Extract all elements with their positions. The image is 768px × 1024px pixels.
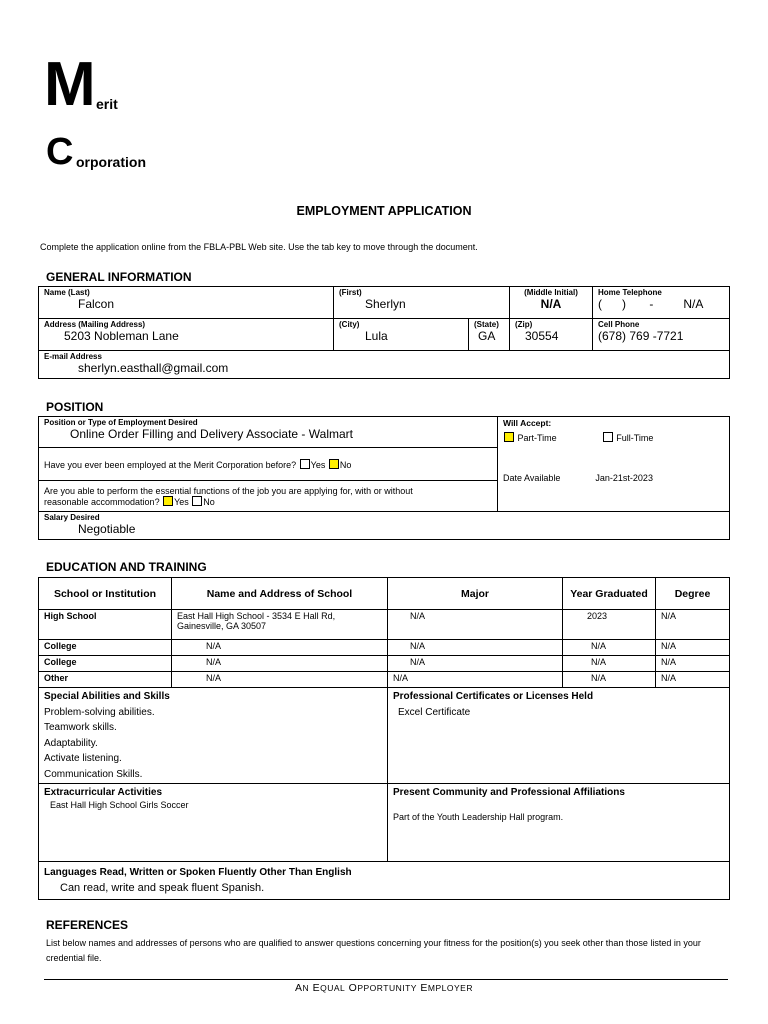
salary-label: Salary Desired xyxy=(44,513,100,522)
footer-a: A xyxy=(295,982,303,994)
email-label: E-mail Address xyxy=(44,352,102,361)
col-header-major: Major xyxy=(388,578,563,610)
date-available-label: Date Available xyxy=(503,473,561,483)
city-value[interactable]: Lula xyxy=(365,329,388,343)
school-name[interactable]: N/A xyxy=(172,672,388,688)
employed-no-checkbox[interactable] xyxy=(329,459,339,469)
ability-item: Problem-solving abilities. xyxy=(44,706,155,718)
school-degree[interactable]: N/A xyxy=(656,656,730,672)
logo-text-erit: erit xyxy=(96,96,118,112)
school-degree[interactable]: N/A xyxy=(656,610,730,640)
school-major[interactable]: N/A xyxy=(388,672,563,688)
position-table xyxy=(38,416,730,540)
date-available-value[interactable]: Jan-21st-2023 xyxy=(595,473,653,483)
part-time-checkbox[interactable] xyxy=(504,432,514,442)
zip-label: (Zip) xyxy=(515,320,533,329)
footer-o: O xyxy=(348,982,358,994)
footer-n: N xyxy=(302,983,310,993)
position-heading: POSITION xyxy=(46,400,104,414)
able-yes-checkbox[interactable] xyxy=(163,496,173,506)
school-year[interactable]: N/A xyxy=(563,656,656,672)
will-accept-label: Will Accept: xyxy=(503,418,552,428)
special-abilities-label: Special Abilities and Skills xyxy=(44,691,170,702)
col-header-degree: Degree xyxy=(656,578,730,610)
city-label: (City) xyxy=(339,320,360,329)
languages-label: Languages Read, Written or Spoken Fluently Other Than English xyxy=(44,867,352,878)
zip-value[interactable]: 30554 xyxy=(525,329,559,343)
part-time-label: Part-Time xyxy=(517,433,557,443)
last-name-label: Name (Last) xyxy=(44,288,90,297)
first-name-value[interactable]: Sherlyn xyxy=(365,297,406,311)
footer-pportunity: PPORTUNITY xyxy=(357,983,417,993)
page-title: EMPLOYMENT APPLICATION xyxy=(296,204,472,218)
references-heading: REFERENCES xyxy=(46,918,129,932)
last-name-cell[interactable] xyxy=(39,287,334,319)
email-value[interactable]: sherlyn.easthall@gmail.com xyxy=(78,361,229,375)
footer-em: E xyxy=(420,982,428,994)
state-value[interactable]: GA xyxy=(478,329,496,343)
employed-yes-checkbox[interactable] xyxy=(300,459,310,469)
first-name-label: (First) xyxy=(339,288,362,297)
employed-before-question: Have you ever been employed at the Merit Corporation before? xyxy=(44,459,297,470)
table-row xyxy=(39,672,730,688)
school-type: Other xyxy=(39,672,172,688)
school-major[interactable]: N/A xyxy=(388,640,563,656)
home-phone-value[interactable]: ( ) - N/A xyxy=(598,297,704,311)
table-row xyxy=(39,640,730,656)
full-time-label: Full-Time xyxy=(616,433,654,443)
table-row xyxy=(39,656,730,672)
state-cell[interactable] xyxy=(469,319,510,351)
last-name-value[interactable]: Falcon xyxy=(78,297,115,311)
certificates-label: Professional Certificates or Licenses Held xyxy=(393,691,594,702)
special-abilities-cell[interactable] xyxy=(39,688,388,784)
able-perform-question-1: Are you able to perform the essential functions of the job you are applying for, with or without xyxy=(44,485,413,496)
city-cell[interactable] xyxy=(334,319,469,351)
school-type: High School xyxy=(39,610,172,640)
certificates-value: Excel Certificate xyxy=(398,706,471,718)
school-year[interactable]: N/A xyxy=(563,640,656,656)
cell-phone-cell[interactable] xyxy=(593,319,730,351)
employed-yes-label: Yes xyxy=(310,459,326,470)
school-major[interactable]: N/A xyxy=(388,656,563,672)
extracurricular-label: Extracurricular Activities xyxy=(44,787,163,798)
able-no-label: No xyxy=(203,496,215,507)
able-perform-question-2: reasonable accommodation? xyxy=(44,496,160,507)
school-degree[interactable]: N/A xyxy=(656,672,730,688)
languages-value[interactable]: Can read, write and speak fluent Spanish. xyxy=(60,882,265,894)
zip-cell[interactable] xyxy=(510,319,593,351)
affiliations-value: Part of the Youth Leadership Hall program. xyxy=(393,812,564,822)
middle-initial-label: (Middle Initial) xyxy=(524,288,578,297)
references-text: List below names and addresses of persons who are qualified to answer questions concerning your fitness for the position(s) you seek other than those listed in your credential file. xyxy=(46,938,701,963)
address-label: Address (Mailing Address) xyxy=(44,320,146,329)
logo-letter-c: C xyxy=(46,131,74,173)
school-year[interactable]: 2023 xyxy=(563,610,656,640)
school-name[interactable]: N/A xyxy=(172,656,388,672)
school-year[interactable]: N/A xyxy=(563,672,656,688)
general-heading: GENERAL INFORMATION xyxy=(46,270,192,284)
middle-initial-cell[interactable] xyxy=(510,287,593,319)
logo-letter-m: M xyxy=(44,50,96,119)
ability-item: Communication Skills. xyxy=(44,768,143,780)
home-phone-cell[interactable] xyxy=(593,287,730,319)
intro-text: Complete the application online from the FBLA-PBL Web site. Use the tab key to move through the document. xyxy=(40,242,478,252)
address-cell[interactable] xyxy=(39,319,334,351)
extracurricular-cell[interactable] xyxy=(39,784,388,862)
able-yes-label: Yes xyxy=(174,496,189,507)
address-value[interactable]: 5203 Nobleman Lane xyxy=(64,329,179,343)
logo-text-orporation: orporation xyxy=(76,154,146,170)
affiliations-label: Present Community and Professional Affiliations xyxy=(393,787,625,798)
school-type: College xyxy=(39,640,172,656)
will-accept-cell xyxy=(498,417,730,512)
certificates-cell[interactable] xyxy=(388,688,730,784)
school-major[interactable]: N/A xyxy=(388,610,563,640)
education-table xyxy=(38,577,730,900)
middle-initial-value[interactable]: N/A xyxy=(540,297,562,311)
school-name[interactable]: N/A xyxy=(172,640,388,656)
ability-item: Adaptability. xyxy=(44,737,98,749)
education-heading: EDUCATION AND TRAINING xyxy=(46,560,207,574)
table-row xyxy=(39,610,730,640)
state-label: (State) xyxy=(474,320,499,329)
languages-cell[interactable] xyxy=(39,862,730,900)
position-type-value[interactable]: Online Order Filling and Delivery Associate - Walmart xyxy=(70,427,353,441)
school-name[interactable]: East Hall High School - 3534 E Hall Rd, Gainesville, GA 30507 xyxy=(172,610,388,640)
ability-item: Teamwork skills. xyxy=(44,722,117,733)
school-type: College xyxy=(39,656,172,672)
able-perform-cell xyxy=(39,481,498,512)
cell-phone-value[interactable]: (678) 769 -7721 xyxy=(598,329,684,343)
first-name-cell[interactable] xyxy=(334,287,510,319)
able-no-checkbox[interactable] xyxy=(192,496,202,506)
position-type-cell[interactable] xyxy=(39,417,498,448)
col-header-name: Name and Address of School xyxy=(172,578,388,610)
home-phone-label: Home Telephone xyxy=(598,288,662,297)
footer-qual: QUAL xyxy=(320,983,346,993)
footer-mployer: MPLOYER xyxy=(427,983,473,993)
school-degree[interactable]: N/A xyxy=(656,640,730,656)
extracurricular-value: East Hall High School Girls Soccer xyxy=(50,800,189,810)
email-cell[interactable] xyxy=(39,351,730,379)
ability-item: Activate listening. xyxy=(44,753,122,764)
full-time-checkbox[interactable] xyxy=(603,432,613,442)
affiliations-cell[interactable] xyxy=(388,784,730,862)
employed-no-label: No xyxy=(339,459,352,470)
employed-before-cell xyxy=(39,448,498,481)
salary-cell[interactable] xyxy=(39,512,730,540)
footer-divider xyxy=(44,979,728,980)
footer-e: E xyxy=(312,982,321,994)
salary-value[interactable]: Negotiable xyxy=(78,522,136,536)
footer-text xyxy=(0,982,768,994)
general-table xyxy=(38,286,730,379)
col-header-school: School or Institution xyxy=(39,578,172,610)
col-header-year: Year Graduated xyxy=(563,578,656,610)
position-type-label: Position or Type of Employment Desired xyxy=(44,418,198,427)
cell-phone-label: Cell Phone xyxy=(598,320,640,329)
